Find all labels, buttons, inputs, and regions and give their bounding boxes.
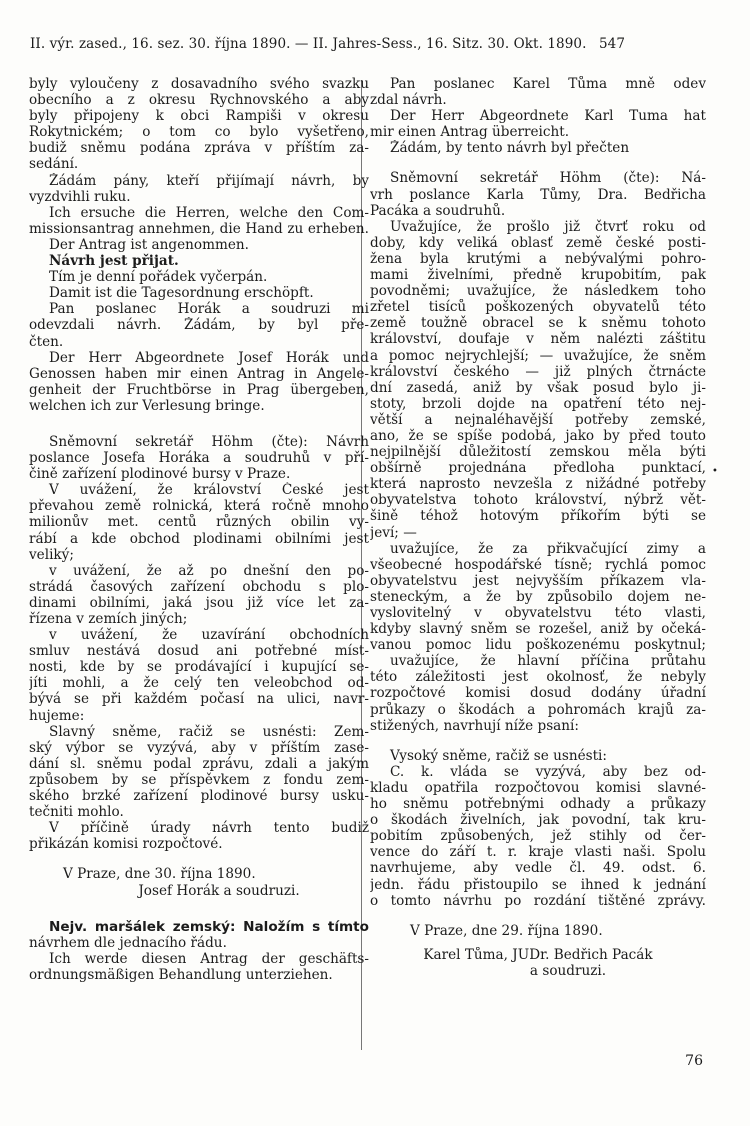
text-line: jeví; — — [370, 524, 417, 541]
text-line: Genossen haben mir einen Antrag in Angele- — [29, 365, 369, 382]
text-line: povodněmi; uvažujíce, že následkem toho — [370, 283, 706, 300]
text-line: o tomto návrhu po rozdání tištěné zprávy. — [370, 892, 706, 909]
text-line: Sněmovní sekretář Höhm (čte): Návrh — [49, 433, 369, 450]
text-line: vyslovitelný v obyvatelstvu této vlasti, — [370, 605, 706, 621]
text-line: rábí a kde obchod plodinami obilními jest — [29, 530, 369, 547]
text-line: welchen ich zur Verlesung bringe. — [29, 397, 265, 414]
text-line: dání sl. sněmu podal zprávu, zdali a jakým — [29, 755, 369, 772]
text-line: v uvážení, že až po dnešní den po- — [49, 562, 369, 579]
text-line: steneckým, a že by způsobilo dojem ne- — [370, 588, 706, 605]
signature-line: Karel Tůma, JUDr. Bedřich Pacák — [423, 946, 653, 963]
text-line: V uvážení, že království České jest — [49, 482, 369, 499]
text-line: o škodách živelních, jak povodní, tak kru- — [370, 812, 706, 829]
text-line: Tím je denní pořádek vyčerpán. — [49, 269, 268, 286]
text-line: žena byla krutými a nebývalými pohro- — [370, 250, 706, 267]
text-line: šině téhož hotovým příkořím býti se — [370, 508, 706, 525]
text-line: vyzdvihli ruku. — [29, 188, 131, 205]
signature-line: Josef Horák a soudruzi. — [138, 882, 300, 899]
left-column — [29, 76, 369, 983]
text-line: ano, že se spíše podobá, jako by před touto — [370, 427, 706, 444]
speaker-line: Nejv. maršálek zemský: Naložím s tímto — [49, 918, 369, 935]
text-line: způsobem by se příspěvkem z fondu zem- — [29, 771, 369, 788]
text-line: řízena v zemích jiných; — [29, 611, 188, 627]
text-line: Der Antrag ist angenommen. — [49, 236, 249, 253]
text-line: Návrh jest přijat. — [49, 253, 179, 270]
text-line: poslance Josefa Horáka a soudruhů v pří- — [29, 450, 369, 467]
text-line: Der Herr Abgeordnete Karl Tuma hat — [390, 108, 706, 125]
text-line: pobitím způsobených, jež stihly od čer- — [370, 828, 706, 845]
text-line: obyvatelstvu jest nejvyšším příkazem vla- — [370, 572, 706, 589]
text-line: která naprosto nevzešla z nižádné potřeby — [370, 476, 706, 493]
text-line: všeobecné hospodářské tísně; rychlá pomoc — [370, 556, 706, 573]
text-line: Der Herr Abgeordnete Josef Horák und — [49, 349, 369, 366]
text-line: jíti mohli, a že celý ten veleobchod od- — [29, 675, 369, 692]
text-line: nejpilnější důležitostí zemskou měla býti — [370, 444, 706, 461]
text-line: převahou země rolnická, která ročně mnoho — [29, 498, 369, 515]
text-line: milionův met. centů různých obilin vy- — [29, 514, 369, 531]
date-line: V Praze, dne 29. října 1890. — [410, 922, 603, 939]
text-line: stoty, brzoli dojde na opatření této nej- — [370, 395, 706, 412]
text-line: Pan poslanec Horák a soudruzi mi — [49, 301, 369, 318]
text-line: uvažujíce, že za přikvačující zimy a — [390, 540, 706, 557]
text-line: Žádám, by tento návrh byl přečten — [390, 140, 630, 157]
text-line: království českého — již plných čtrnácte — [370, 363, 706, 380]
text-line: ordnungsmäßigen Behandlung unterziehen. — [29, 966, 333, 983]
text-line: Ich werde diesen Antrag der geschäfts- — [49, 950, 369, 967]
text-line: průkazy o škodách a pohromách krajů za- — [370, 701, 706, 718]
text-line: jedn. řádu přistoupilo se ihned k jednání — [370, 876, 706, 893]
text-line: v uvážení, že uzavírání obchodních — [49, 627, 369, 644]
text-line: návrhem dle jednacího řádu. — [29, 934, 227, 951]
text-line: kladu opatřila rozpočtovou komisi slavné- — [370, 779, 706, 796]
text-line: sedání. — [29, 156, 79, 173]
text-line: strádá časových zařízení obchodu s plo- — [29, 578, 369, 595]
text-line: Pacáka a soudruhů. — [370, 202, 506, 219]
text-line: obšírně projednána předloha punktací, — [370, 460, 706, 477]
text-line: obyvatelstva tohoto království, nýbrž vět- — [370, 492, 706, 509]
text-line: Ich ersuche die Herren, welche den Com- — [49, 204, 369, 221]
text-line: čten. — [29, 333, 64, 350]
text-line: Uvažujíce, že prošlo již čtvrť roku od — [390, 218, 706, 235]
text-line: mami živelními, předně krupobitím, pak — [370, 267, 706, 284]
text-line: Rokytnickém; o tom co bylo vyšetřeno, — [29, 124, 369, 141]
text-line: Žádám pány, kteří přijímají návrh, by — [49, 172, 369, 189]
text-line: a pomoc nejrychlejší; — uvažujíce, že sněm — [370, 347, 706, 364]
text-line: vanou pomoc lidu poškozenému poskytnul; — [370, 637, 706, 654]
text-line: tečniti mohlo. — [29, 804, 124, 821]
text-line: obecního a z okresu Rychnovského a aby — [29, 92, 369, 109]
text-line: navrhujeme, aby vedle čl. 49. odst. 6. — [370, 860, 706, 877]
text-line: zřetel tisíců poškozených obyvatelů této — [370, 299, 706, 316]
text-line: rozpočtové komisi dosud dodány úřadní — [370, 685, 706, 702]
text-line: Slavný sněme, račiž se usnésti: Zem- — [49, 723, 369, 740]
text-line: Damit ist die Tagesordnung erschöpft. — [49, 285, 314, 302]
text-line: stižených, navrhují níže psaní: — [370, 717, 579, 734]
date-line: V Praze, dne 30. října 1890. — [63, 866, 256, 883]
text-line: zdal návrh. — [370, 92, 447, 109]
text-line: ský výbor se vyzývá, aby v příštím zase- — [29, 739, 369, 756]
text-line: odevzdali návrh. Žádám, by byl pře- — [29, 317, 369, 334]
text-line: byly vyloučeny z dosavadního svého svazku — [29, 76, 369, 92]
text-line: této záležitosti jest okolnosť, že nebyly — [370, 669, 706, 686]
text-line: dní zasedá, aniž by však posud bylo ji- — [370, 379, 706, 396]
text-line: budiž sněmu podána zpráva v příštím za- — [29, 140, 369, 157]
header-page-number: 547 — [598, 36, 626, 52]
text-line: dinami obilními, jaká jsou již více let za- — [29, 594, 369, 611]
text-line: země toužně obracel se k sněmu tohoto — [370, 315, 706, 332]
text-line: Pan poslanec Karel Tůma mně odev — [390, 76, 706, 92]
text-line: ho sněmu potřebnými odhady a průkazy — [370, 796, 706, 813]
text-line: kdyby slavný sněm se rozešel, aniž by očeká- — [370, 621, 706, 638]
text-line: genheit der Fruchtbörse in Prag übergeben, — [29, 381, 369, 398]
stray-mark: • — [712, 466, 718, 477]
text-line: veliký; — [29, 546, 74, 563]
text-line: C. k. vláda se vyzývá, aby bez od- — [390, 763, 706, 780]
text-line: přikázán komisi rozpočtové. — [29, 836, 223, 853]
text-line: hujeme: — [29, 707, 85, 724]
text-line: nosti, kde by se prodávající i kupující se- — [29, 659, 369, 676]
signature-line: a soudruzi. — [529, 962, 607, 979]
text-line: bývá se při každém počasí na ulici, navr- — [29, 691, 369, 708]
running-header — [30, 36, 726, 52]
text-line: mir einen Antrag überreicht. — [370, 124, 570, 141]
text-line: missionsantrag annehmen, die Hand zu erheben. — [29, 220, 369, 237]
text-line: smluv nestává dosud ani potřebné míst- — [29, 643, 369, 660]
page-number: 76 — [685, 1053, 703, 1069]
text-line: byly připojeny k obci Rampiši v okresu — [29, 108, 369, 125]
right-column — [370, 76, 706, 979]
text-line: království, doufaje v něm nalézti záštitu — [370, 331, 706, 348]
text-line: vrh poslance Karla Tůmy, Dra. Bedřicha — [370, 186, 706, 203]
header-text: II. výr. zased., 16. sez. 30. října 1890. — II. Jahres-Sess., 16. Sitz. 30. Okt. 1890. — [30, 36, 587, 52]
text-line: větší a nejnaléhavější potřeby zemské, — [370, 411, 706, 428]
text-line: V příčině úrady návrh tento budiž — [49, 820, 369, 837]
text-line: čině zařízení plodinové bursy v Praze. — [29, 466, 291, 483]
text-line: ského brzké zařízení plodinové bursy usku- — [29, 788, 369, 805]
text-line: Vysoký sněme, račiž se usnésti: — [390, 747, 607, 764]
text-line: uvažujíce, že hlavní příčina průtahu — [390, 653, 706, 670]
text-line: Sněmovní sekretář Höhm (čte): Ná- — [390, 170, 706, 187]
text-line: doby, kdy veliká oblasť země české posti- — [370, 234, 706, 251]
text-line: vence do září t. r. kraje vlasti naši. Spolu — [370, 844, 706, 861]
